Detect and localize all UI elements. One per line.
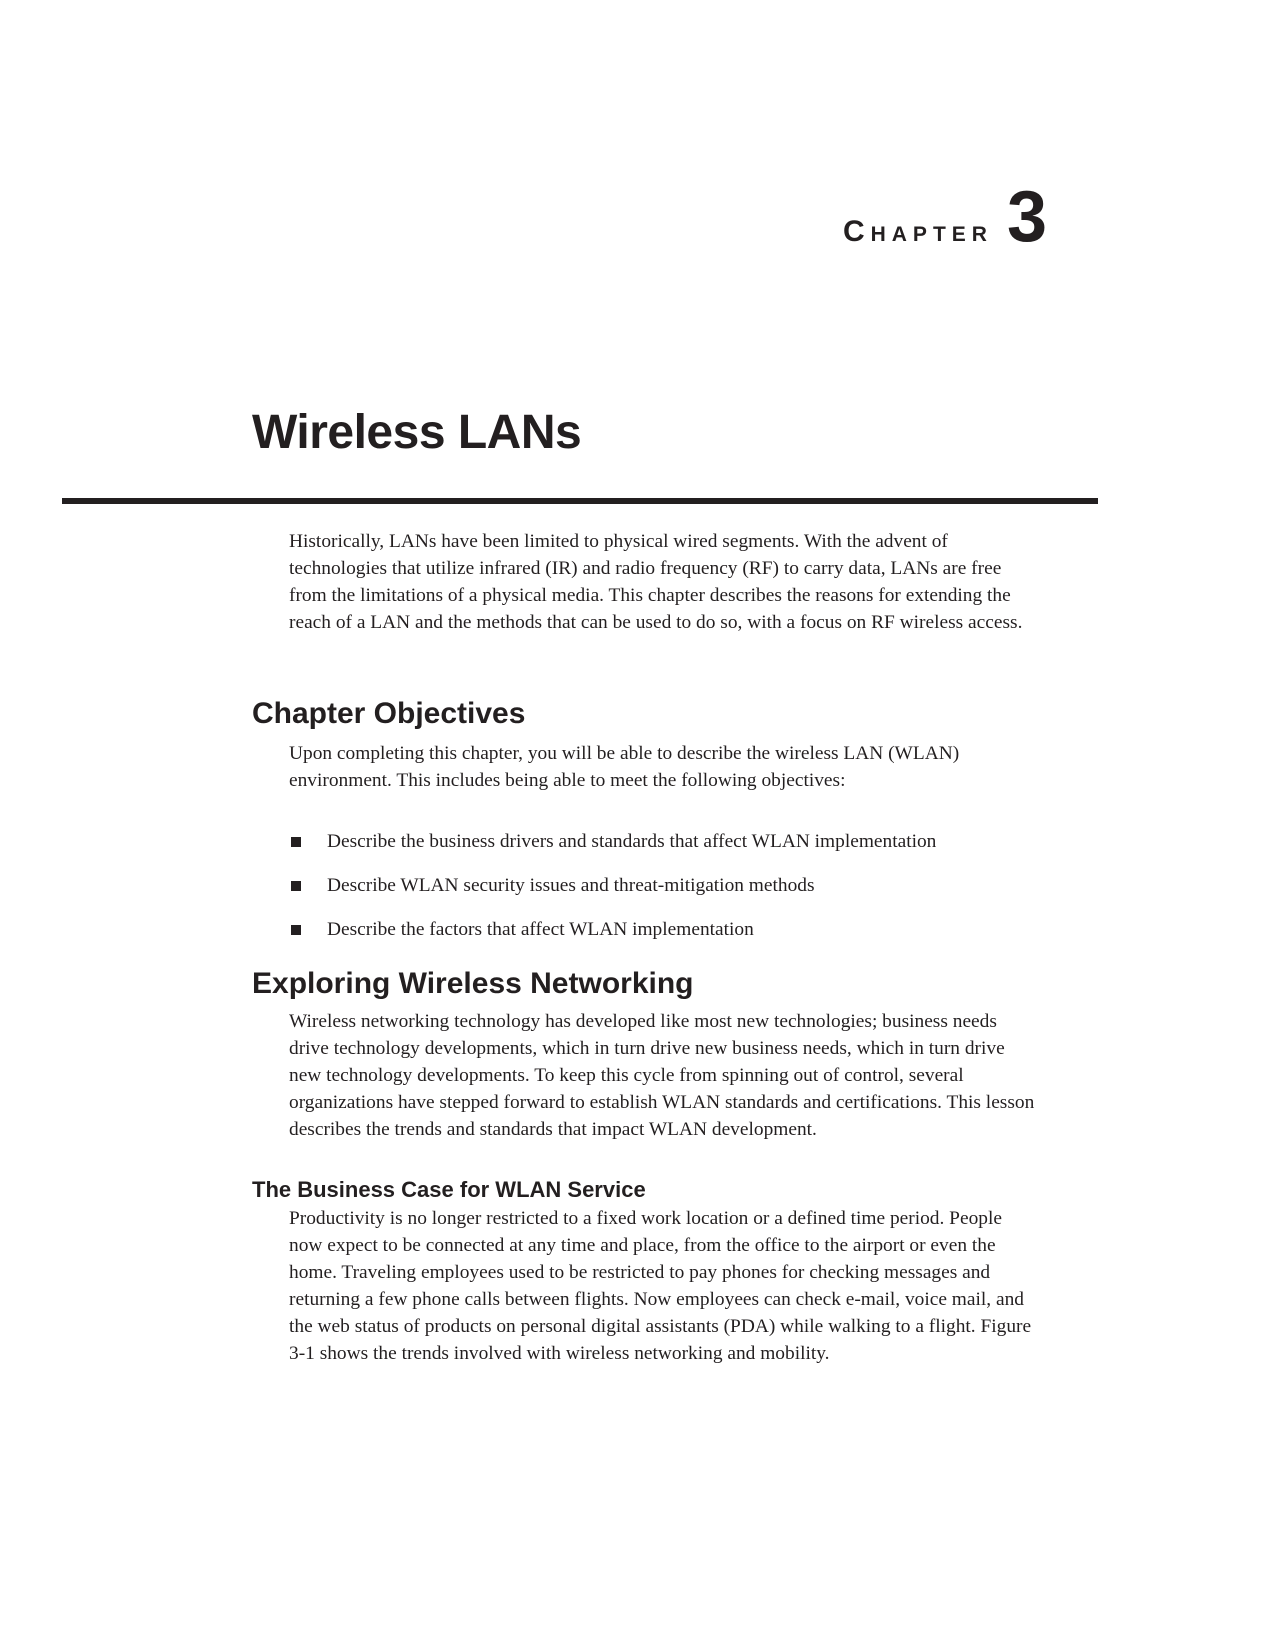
intro-paragraph: Historically, LANs have been limited to physical wired segments. With the advent of technologies that utilize infrared (IR) and radio frequency (RF) to carry data, LANs are free from the limitations of a physical media. This chapter describes the reasons for extending the reach of a LAN and the methods that can be used to do so, with a focus on RF wireless access. bbox=[289, 531, 1023, 633]
objectives-list bbox=[289, 828, 1049, 960]
business-case-heading: The Business Case for WLAN Service bbox=[252, 1177, 646, 1202]
exploring-heading: Exploring Wireless Networking bbox=[252, 967, 694, 1000]
business-case-paragraph: Productivity is no longer restricted to a fixed work location or a defined time period. People now expect to be connected at any time and place, from the office to the airport or even the home. Traveling employees used to be restricted to pay phones for checking messages and returning a few phone calls between flights. Now employees can check e-mail, voice mail, and the web status of products on personal digital assistants (PDA) while walking to a flight. Figure 3-1 shows the trends involved with wireless networking and mobility. bbox=[289, 1208, 1032, 1364]
objectives-paragraph: Upon completing this chapter, you will be able to describe the wireless LAN (WLAN) environment. This includes being able to meet the following objectives: bbox=[289, 743, 960, 791]
title-divider bbox=[62, 498, 1098, 504]
objective-text: Describe the business drivers and standards that affect WLAN implementation bbox=[327, 831, 937, 852]
chapter-number: 3 bbox=[1006, 177, 1047, 257]
list-item bbox=[289, 872, 1049, 916]
list-item bbox=[289, 916, 1049, 960]
chapter-label bbox=[843, 176, 1047, 258]
objectives-heading: Chapter Objectives bbox=[252, 697, 526, 730]
chapter-title: Wireless LANs bbox=[252, 406, 582, 459]
bullet-square-icon bbox=[291, 925, 301, 935]
list-item bbox=[289, 828, 1049, 872]
exploring-paragraph: Wireless networking technology has developed like most new technologies; business needs drive technology developments, which in turn drive new business needs, which in turn drive new technology developments. To keep this cycle from spinning out of control, several organizations have stepped forward to establish WLAN standards and certifications. This lesson describes the trends and standards that impact WLAN development. bbox=[289, 1011, 1035, 1140]
objective-text: Describe the factors that affect WLAN implementation bbox=[327, 919, 754, 940]
chapter-word: Chapter bbox=[842, 215, 993, 248]
objective-text: Describe WLAN security issues and threat-mitigation methods bbox=[327, 875, 815, 896]
bullet-square-icon bbox=[291, 881, 301, 891]
bullet-square-icon bbox=[291, 837, 301, 847]
